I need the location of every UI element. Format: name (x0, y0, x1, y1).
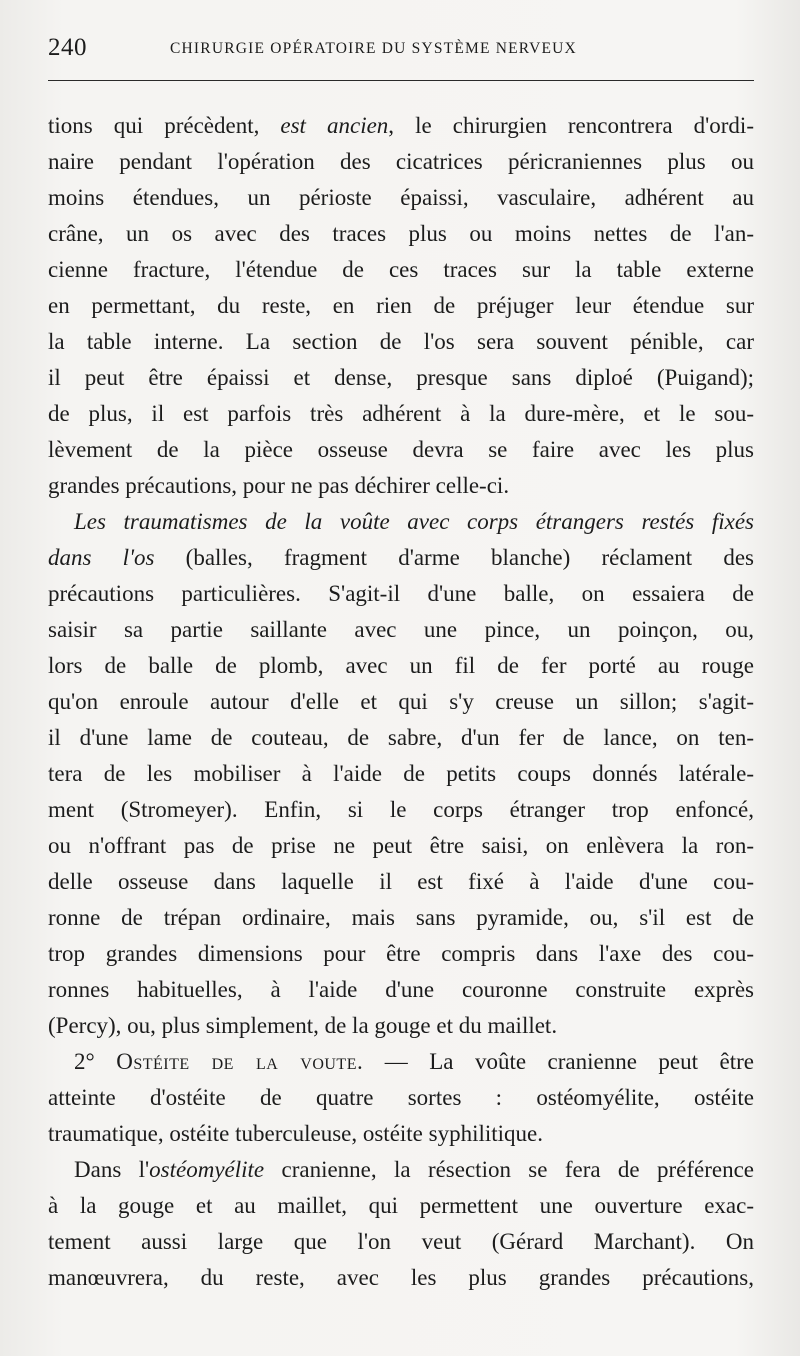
text-run: , le chirurgien rencontrera d'ordi- (388, 113, 754, 138)
text-line: grandes précautions, pour ne pas déchirer celle-ci. (48, 473, 510, 498)
text-run: (balles, fragment d'arme blanche) réclament des (154, 545, 754, 570)
text-line: il d'une lame de couteau, de sabre, d'un fer de lance, on ten- (48, 725, 754, 750)
text-line: ment (Stromeyer). Enfin, si le corps étranger trop enfoncé, (48, 797, 754, 822)
body-text (48, 108, 754, 1296)
text-run: tions qui précèdent, (48, 113, 281, 138)
text-run: 2° (74, 1049, 117, 1074)
text-line: manœuvrera, du reste, avec les plus grandes précautions, (48, 1265, 754, 1290)
text-line: ronnes habituelles, à l'aide d'une couronne construite exprès (48, 977, 754, 1002)
page-number: 240 (48, 34, 87, 61)
text-run: — La voûte cranienne peut être (363, 1049, 754, 1074)
text-line: il peut être épaissi et dense, presque sans diploé (Puigand); (48, 365, 754, 390)
text-line: naire pendant l'opération des cicatrices péricraniennes plus ou (48, 149, 754, 174)
section-heading: Ostéite de la voute. (116, 1049, 364, 1074)
text-line: trop grandes dimensions pour être compris dans l'axe des cou- (48, 941, 754, 966)
text-line: crâne, un os avec des traces plus ou moins nettes de l'an- (48, 221, 754, 246)
text-line: delle osseuse dans laquelle il est fixé à l'aide d'une cou- (48, 869, 754, 894)
text-line: précautions particulières. S'agit-il d'une balle, on essaiera de (48, 581, 754, 606)
text-line: moins étendues, un périoste épaissi, vasculaire, adhérent au (48, 185, 754, 210)
italic-run: est ancien (280, 113, 389, 138)
text-line: tera de les mobiliser à l'aide de petits coups donnés latérale- (48, 761, 754, 786)
text-line: Les traumatismes de la voûte avec corps étrangers restés fixés (74, 509, 754, 534)
text-line: en permettant, du reste, en rien de préjuger leur étendue sur (48, 293, 754, 318)
italic-run: ostéomyélite (149, 1157, 265, 1182)
text-line: de plus, il est parfois très adhérent à la dure-mère, et le sou- (48, 401, 754, 426)
text-line: tement aussi large que l'on veut (Gérard Marchant). On (48, 1229, 754, 1254)
text-line: atteinte d'ostéite de quatre sortes : ostéomyélite, ostéite (48, 1085, 754, 1110)
text-line: traumatique, ostéite tuberculeuse, ostéite syphilitique. (48, 1121, 544, 1146)
text-line: ronne de trépan ordinaire, mais sans pyramide, ou, s'il est de (48, 905, 754, 930)
text-line: à la gouge et au maillet, qui permettent une ouverture exac- (48, 1193, 754, 1218)
text-line (48, 1152, 754, 1188)
text-line: qu'on enroule autour d'elle et qui s'y creuse un sillon; s'agit- (48, 689, 754, 714)
text-line (48, 540, 754, 576)
text-line: (Percy), ou, plus simplement, de la gouge et du maillet. (48, 1013, 558, 1038)
text-line (48, 108, 754, 144)
text-line: lèvement de la pièce osseuse devra se faire avec les plus (48, 437, 754, 462)
text-line: lors de balle de plomb, avec un fil de fer porté au rouge (48, 653, 754, 678)
text-line: cienne fracture, l'étendue de ces traces sur la table externe (48, 257, 754, 282)
header-rule (48, 80, 754, 81)
page-header (48, 34, 752, 70)
text-run: cranienne, la résection se fera de préférence (264, 1157, 754, 1182)
text-run: Dans l' (74, 1157, 150, 1182)
section-heading-line (48, 1044, 754, 1080)
text-line: saisir sa partie saillante avec une pince, un poinçon, ou, (48, 617, 754, 642)
running-head: CHIRURGIE OPÉRATOIRE DU SYSTÈME NERVEUX (170, 40, 577, 57)
text-line: ou n'offrant pas de prise ne peut être saisi, on enlèvera la ron- (48, 833, 754, 858)
italic-run: dans l'os (48, 545, 155, 570)
text-line: la table interne. La section de l'os sera souvent pénible, car (48, 329, 754, 354)
